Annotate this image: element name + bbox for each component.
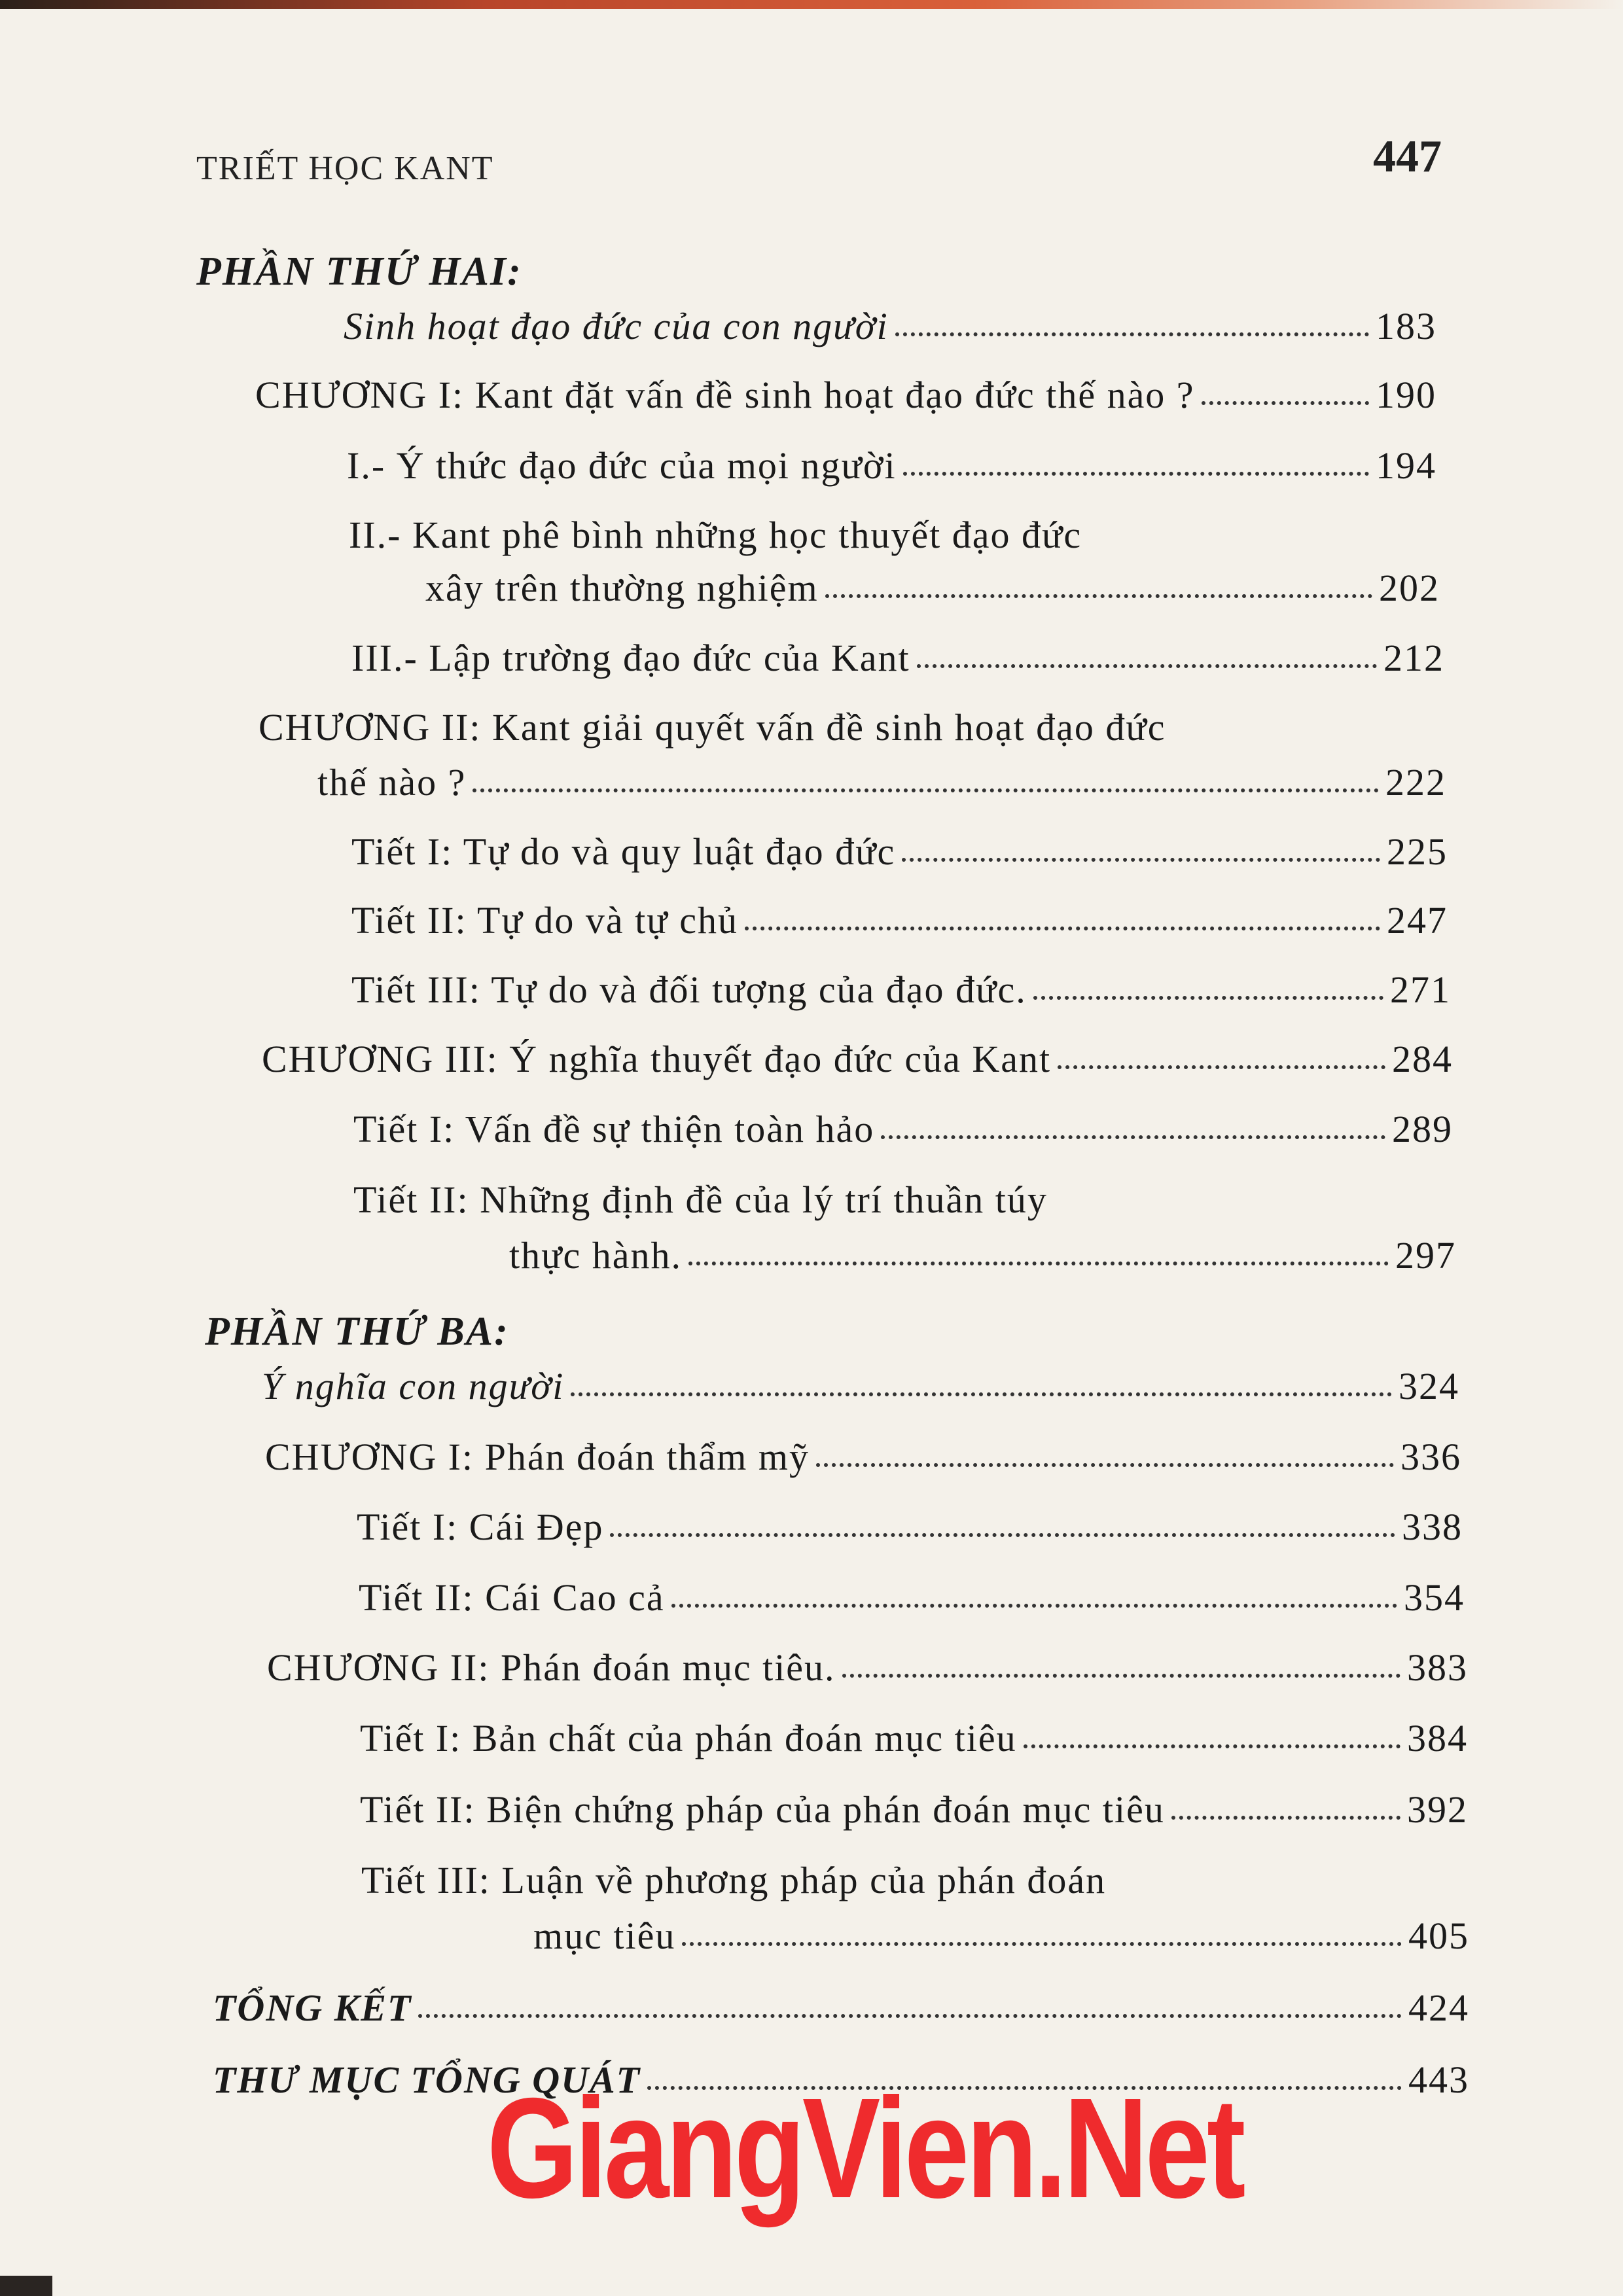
dot-leader <box>895 332 1369 336</box>
toc-page-number: 392 <box>1407 1788 1468 1831</box>
toc-entry-title: Tiết I: Tự do và quy luật đạo đức <box>351 830 896 873</box>
toc-page-number: 289 <box>1392 1108 1453 1150</box>
toc-page-number: 384 <box>1407 1717 1468 1759</box>
toc-entry-title: CHƯƠNG II: Phán đoán mục tiêu. <box>267 1646 836 1689</box>
dot-leader <box>571 1392 1392 1396</box>
toc-entry-conclusion[interactable] <box>213 1986 1469 2030</box>
page-number: 447 <box>1373 132 1442 182</box>
toc-entry-section[interactable] <box>351 636 1444 680</box>
toc-page-number: 202 <box>1379 567 1440 609</box>
toc-entry-title: Tiết II: Tự do và tự chủ <box>351 899 738 942</box>
toc-page-number: 324 <box>1399 1365 1459 1407</box>
part-three-heading: PHẦN THỨ BA: <box>205 1309 509 1354</box>
toc-entry-title: thực hành. <box>509 1234 683 1277</box>
toc-entry-title: CHƯƠNG I: Kant đặt vấn đề sinh hoạt đạo đức thế nào ? <box>255 374 1195 416</box>
toc-entry-section[interactable] <box>533 1914 1469 1958</box>
dot-leader <box>825 594 1372 598</box>
toc-entry-title: Tiết I: Vấn đề sự thiện toàn hảo <box>353 1108 875 1150</box>
dot-leader <box>881 1135 1385 1139</box>
toc-entry-title: CHƯƠNG III: Ý nghĩa thuyết đạo đức của Kant <box>262 1038 1052 1080</box>
toc-page-number: 183 <box>1376 305 1436 347</box>
toc-entry-chapter[interactable] <box>265 1435 1461 1479</box>
toc-entry-title: Tiết III: Tự do và đối tượng của đạo đức. <box>351 968 1027 1011</box>
toc-entry-title: CHƯƠNG I: Phán đoán thẩm mỹ <box>265 1436 810 1478</box>
toc-page-number: 284 <box>1392 1038 1453 1080</box>
scan-corner-mark <box>0 2276 52 2296</box>
page-top-edge <box>0 0 1623 9</box>
toc-page-number: 405 <box>1408 1915 1469 1957</box>
dot-leader <box>917 664 1377 668</box>
toc-entry-section[interactable] <box>353 1107 1453 1151</box>
part-two-heading: PHẦN THỨ HAI: <box>196 249 522 294</box>
toc-entry-title: THƯ MỤC TỔNG QUÁT <box>213 2058 641 2101</box>
toc-page-number: 194 <box>1376 444 1436 487</box>
dot-leader <box>688 1262 1389 1265</box>
toc-entry-section[interactable] <box>425 566 1440 610</box>
toc-entry-section[interactable] <box>357 1505 1463 1549</box>
dot-leader <box>418 2014 1402 2018</box>
dot-leader <box>682 1942 1402 1946</box>
toc-entry-title: III.- Lập trường đạo đức của Kant <box>351 637 910 679</box>
toc-page-number: 247 <box>1387 899 1448 942</box>
watermark: GiangVien.Net <box>487 2069 1243 2228</box>
toc-entry-section[interactable] <box>360 1716 1468 1760</box>
dot-leader <box>610 1533 1395 1537</box>
toc-page-number: 383 <box>1407 1646 1468 1689</box>
dot-leader <box>1033 996 1383 1000</box>
toc-page-number: 338 <box>1402 1506 1463 1548</box>
dot-leader <box>1202 401 1369 405</box>
toc-entry-chapter[interactable] <box>262 1037 1453 1081</box>
dot-leader <box>1171 1816 1400 1820</box>
toc-page-number: 222 <box>1385 761 1446 804</box>
toc-entry-section[interactable] <box>351 968 1451 1012</box>
toc-entry-section-line1: Tiết II: Những định đề của lý trí thuần túy <box>353 1178 1048 1221</box>
toc-entry-section[interactable] <box>347 444 1436 487</box>
toc-entry-title: Tiết I: Cái Đẹp <box>357 1506 604 1548</box>
toc-page-number: 271 <box>1390 968 1451 1011</box>
toc-entry-chapter[interactable] <box>267 1646 1468 1689</box>
toc-page-number: 297 <box>1395 1234 1456 1277</box>
toc-entry-title: Tiết I: Bản chất của phán đoán mục tiêu <box>360 1717 1017 1759</box>
dot-leader <box>671 1604 1397 1608</box>
toc-page-number: 424 <box>1408 1987 1469 2029</box>
toc-entry-section[interactable] <box>509 1233 1456 1277</box>
toc-entry-title: Sinh hoạt đạo đức của con người <box>344 305 889 347</box>
toc-entry-title: TỔNG KẾT <box>213 1987 412 2029</box>
dot-leader <box>816 1463 1394 1467</box>
toc-entry-title: Tiết II: Biện chứng pháp của phán đoán mục tiêu <box>360 1788 1165 1831</box>
dot-leader <box>902 858 1380 862</box>
toc-entry-title: mục tiêu <box>533 1915 676 1957</box>
toc-page-number: 443 <box>1408 2058 1469 2101</box>
toc-page-number: 225 <box>1387 830 1448 873</box>
dot-leader <box>842 1674 1400 1678</box>
dot-leader <box>473 788 1379 792</box>
dot-leader <box>745 927 1380 930</box>
toc-entry-title: xây trên thường nghiệm <box>425 567 819 609</box>
toc-entry-section[interactable] <box>360 1788 1468 1831</box>
dot-leader <box>1058 1065 1385 1069</box>
toc-page-number: 354 <box>1404 1576 1465 1619</box>
toc-entry-title: Ý nghĩa con người <box>262 1365 565 1407</box>
toc-entry-section[interactable] <box>359 1576 1465 1619</box>
toc-page-number: 212 <box>1383 637 1444 679</box>
toc-entry-title: Tiết II: Cái Cao cả <box>359 1576 665 1619</box>
toc-entry-part-three-subtitle[interactable] <box>262 1364 1459 1408</box>
toc-page-number: 336 <box>1400 1436 1461 1478</box>
toc-entry-chapter-line1: CHƯƠNG II: Kant giải quyết vấn đề sinh hoạt đạo đức <box>259 706 1166 749</box>
dot-leader <box>1024 1744 1400 1748</box>
toc-entry-chapter[interactable] <box>255 373 1436 417</box>
toc-entry-chapter[interactable] <box>317 760 1446 804</box>
toc-page-number: 190 <box>1376 374 1436 416</box>
running-title: TRIẾT HỌC KANT <box>196 150 494 187</box>
toc-entry-part-two-subtitle[interactable] <box>344 304 1436 348</box>
toc-entry-section-line1: II.- Kant phê bình những học thuyết đạo đức <box>349 514 1082 556</box>
toc-entry-section-line1: Tiết III: Luận về phương pháp của phán đoán <box>361 1859 1107 1901</box>
toc-entry-title: thế nào ? <box>317 761 467 804</box>
toc-entry-title: I.- Ý thức đạo đức của mọi người <box>347 444 897 487</box>
dot-leader <box>903 472 1369 476</box>
toc-entry-section[interactable] <box>351 898 1448 942</box>
toc-entry-section[interactable] <box>351 830 1448 874</box>
